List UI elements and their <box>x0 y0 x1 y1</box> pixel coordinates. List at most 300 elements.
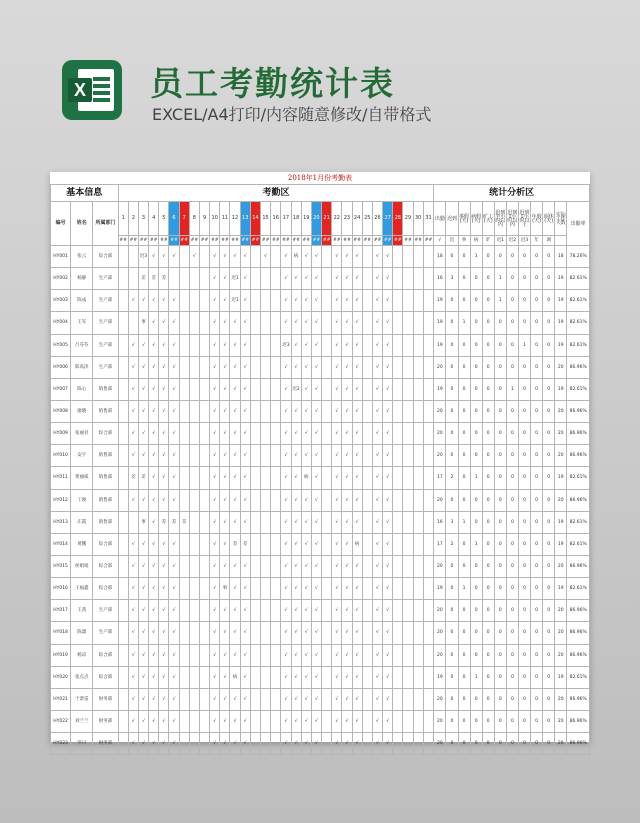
stat-cell-8: 0 <box>531 533 543 555</box>
stat-cell-7: 0 <box>518 555 530 577</box>
day-cell-27: √ <box>383 489 393 511</box>
stat-cell-5: 0 <box>494 733 506 755</box>
day-cell-24: √ <box>352 356 362 378</box>
day-cell-25 <box>362 555 372 577</box>
stat-cell-4: 0 <box>482 334 494 356</box>
day-cell-22: √ <box>332 246 342 268</box>
weekday-mark-8: ## <box>189 236 199 246</box>
day-cell-29 <box>403 312 413 334</box>
day-cell-7 <box>179 533 189 555</box>
stat-cell-3: 0 <box>470 334 482 356</box>
stat-cell-1: 0 <box>446 356 458 378</box>
day-cell-2: √ <box>128 688 138 710</box>
day-cell-4: √ <box>149 246 159 268</box>
weekday-mark-28: ## <box>393 236 403 246</box>
day-cell-5: 差 <box>159 511 169 533</box>
stat-cell-10: 20 <box>555 710 567 732</box>
weekday-mark-27: ## <box>383 236 393 246</box>
stat-cell-3: 1 <box>470 467 482 489</box>
day-cell-6: √ <box>169 246 179 268</box>
weekday-mark-6: ## <box>169 236 179 246</box>
day-cell-31 <box>423 533 434 555</box>
day-cell-8 <box>189 400 199 422</box>
stat-cell-4: 0 <box>482 600 494 622</box>
table-row <box>51 533 590 555</box>
stat-cell-0: 19 <box>434 578 446 600</box>
day-cell-14 <box>250 533 260 555</box>
day-cell-30 <box>413 356 423 378</box>
day-cell-24: √ <box>352 666 362 688</box>
day-cell-22: √ <box>332 555 342 577</box>
stat-cell-11: 82.61% <box>567 290 590 312</box>
day-cell-8 <box>189 600 199 622</box>
day-cell-16 <box>271 312 281 334</box>
stat-cell-7: 0 <box>518 445 530 467</box>
employee-dept: 销售部 <box>93 400 118 422</box>
day-cell-29 <box>403 290 413 312</box>
employee-name: 廖晓 <box>71 400 93 422</box>
employee-id: HY013 <box>51 511 71 533</box>
day-cell-30 <box>413 467 423 489</box>
stat-cell-2: 0 <box>458 555 470 577</box>
stat-cell-1: 0 <box>446 555 458 577</box>
day-cell-9 <box>199 710 209 732</box>
stat-cell-5: 1 <box>494 268 506 290</box>
day-number-11: 11 <box>220 202 230 236</box>
day-cell-27: √ <box>383 533 393 555</box>
day-cell-6: √ <box>169 555 179 577</box>
table-row <box>51 467 590 489</box>
day-cell-3: √ <box>138 423 148 445</box>
stat-header-8: 年假(天) <box>531 202 543 236</box>
day-cell-14 <box>250 733 260 755</box>
day-cell-3: 事 <box>138 312 148 334</box>
day-cell-24: √ <box>352 688 362 710</box>
stat-cell-6: 0 <box>506 600 518 622</box>
employee-name: 陈高泽 <box>71 356 93 378</box>
stat-cell-0: 20 <box>434 423 446 445</box>
stat-header-1: 迟到 <box>446 202 458 236</box>
day-cell-19: √ <box>301 423 311 445</box>
day-cell-10: √ <box>210 489 220 511</box>
day-cell-24: √ <box>352 334 362 356</box>
day-cell-9 <box>199 578 209 600</box>
day-cell-14 <box>250 688 260 710</box>
stat-header-5: 迟到半小时以内 <box>494 202 506 236</box>
employee-dept: 综合部 <box>93 246 118 268</box>
day-cell-28 <box>393 600 403 622</box>
day-cell-29 <box>403 666 413 688</box>
day-cell-14 <box>250 290 260 312</box>
day-cell-18: √ <box>291 710 301 732</box>
employee-id: HY018 <box>51 622 71 644</box>
weekday-mark-10: ## <box>210 236 220 246</box>
day-cell-26: √ <box>372 710 382 732</box>
day-cell-9 <box>199 268 209 290</box>
section-attendance: 考勤区 <box>118 185 434 202</box>
day-cell-7 <box>179 489 189 511</box>
stat-cell-1: 0 <box>446 489 458 511</box>
stat-cell-0: 20 <box>434 622 446 644</box>
stat-symbol-3: 病 <box>470 236 482 246</box>
employee-dept: 销售部 <box>93 511 118 533</box>
stat-cell-3: 0 <box>470 622 482 644</box>
stat-cell-3: 0 <box>470 578 482 600</box>
day-cell-5: √ <box>159 622 169 644</box>
day-cell-1 <box>118 733 128 755</box>
day-cell-12: 迟1 <box>230 268 240 290</box>
day-cell-11: √ <box>220 246 230 268</box>
table-row <box>51 356 590 378</box>
weekday-mark-25: ## <box>362 236 372 246</box>
day-cell-9 <box>199 423 209 445</box>
day-cell-11: √ <box>220 622 230 644</box>
stat-cell-2: 0 <box>458 356 470 378</box>
day-cell-11: √ <box>220 489 230 511</box>
day-cell-28 <box>393 578 403 600</box>
day-cell-3: √ <box>138 710 148 732</box>
day-cell-27: √ <box>383 622 393 644</box>
day-cell-4: √ <box>149 400 159 422</box>
day-cell-19: √ <box>301 445 311 467</box>
day-cell-15 <box>260 666 270 688</box>
stat-cell-11: 82.61% <box>567 578 590 600</box>
stat-cell-0: 20 <box>434 445 446 467</box>
day-cell-28 <box>393 644 403 666</box>
day-cell-10: √ <box>210 533 220 555</box>
day-cell-18: 迟2 <box>291 378 301 400</box>
day-cell-2: √ <box>128 666 138 688</box>
day-cell-15 <box>260 555 270 577</box>
stat-cell-6: 0 <box>506 578 518 600</box>
stat-cell-8: 0 <box>531 268 543 290</box>
employee-dept: 生产部 <box>93 334 118 356</box>
day-cell-28 <box>393 688 403 710</box>
day-cell-10: √ <box>210 710 220 732</box>
day-cell-9 <box>199 555 209 577</box>
day-cell-27: √ <box>383 423 393 445</box>
table-row <box>51 644 590 666</box>
stat-cell-1: 0 <box>446 688 458 710</box>
day-cell-2: √ <box>128 644 138 666</box>
day-cell-24: √ <box>352 290 362 312</box>
table-row <box>51 334 590 356</box>
spreadsheet-preview <box>50 172 590 747</box>
day-cell-15 <box>260 578 270 600</box>
day-cell-8 <box>189 622 199 644</box>
day-cell-31 <box>423 400 434 422</box>
day-cell-26: √ <box>372 489 382 511</box>
day-cell-9 <box>199 666 209 688</box>
day-cell-30 <box>413 400 423 422</box>
day-cell-23: √ <box>342 400 352 422</box>
stat-cell-6: 0 <box>506 533 518 555</box>
stat-cell-9: 0 <box>543 334 555 356</box>
day-cell-22: √ <box>332 688 342 710</box>
stat-cell-11: 86.96% <box>567 688 590 710</box>
day-cell-30 <box>413 688 423 710</box>
stat-cell-4: 0 <box>482 733 494 755</box>
stat-cell-4: 0 <box>482 246 494 268</box>
employee-id: HY009 <box>51 423 71 445</box>
day-cell-13: 差 <box>240 533 250 555</box>
day-cell-13: √ <box>240 733 250 755</box>
employee-dept: 销售部 <box>93 378 118 400</box>
day-cell-14 <box>250 268 260 290</box>
day-cell-2: √ <box>128 445 138 467</box>
section-header-row <box>51 185 590 202</box>
stat-symbol-9: 调 <box>543 236 555 246</box>
stat-cell-6: 0 <box>506 400 518 422</box>
day-cell-31 <box>423 622 434 644</box>
day-cell-30 <box>413 445 423 467</box>
day-cell-28 <box>393 666 403 688</box>
day-cell-11: √ <box>220 378 230 400</box>
day-cell-4: √ <box>149 688 159 710</box>
weekday-mark-11: ## <box>220 236 230 246</box>
day-cell-22: √ <box>332 423 342 445</box>
day-cell-3: √ <box>138 555 148 577</box>
stat-cell-10: 20 <box>555 400 567 422</box>
day-cell-25 <box>362 445 372 467</box>
day-cell-1 <box>118 467 128 489</box>
day-cell-23: √ <box>342 290 352 312</box>
day-cell-13: √ <box>240 688 250 710</box>
day-cell-10: √ <box>210 644 220 666</box>
day-cell-17: √ <box>281 467 291 489</box>
day-cell-24: √ <box>352 622 362 644</box>
day-cell-8 <box>189 710 199 732</box>
day-cell-3: √ <box>138 600 148 622</box>
day-cell-2 <box>128 511 138 533</box>
day-number-6: 6 <box>169 202 179 236</box>
stat-cell-0: 20 <box>434 400 446 422</box>
stat-cell-11: 82.61% <box>567 334 590 356</box>
employee-dept: 财务部 <box>93 733 118 755</box>
day-cell-22: √ <box>332 356 342 378</box>
day-cell-13: √ <box>240 378 250 400</box>
day-cell-6: √ <box>169 578 179 600</box>
stat-cell-11: 82.61% <box>567 378 590 400</box>
day-cell-30 <box>413 555 423 577</box>
stat-cell-8: 0 <box>531 290 543 312</box>
day-cell-4: √ <box>149 733 159 755</box>
day-cell-10: √ <box>210 400 220 422</box>
stat-cell-9: 0 <box>543 533 555 555</box>
day-cell-16 <box>271 666 281 688</box>
day-cell-15 <box>260 533 270 555</box>
stat-cell-8: 0 <box>531 666 543 688</box>
day-cell-9 <box>199 644 209 666</box>
day-cell-28 <box>393 423 403 445</box>
employee-id: HY023 <box>51 733 71 755</box>
day-cell-13: √ <box>240 489 250 511</box>
day-cell-12: √ <box>230 555 240 577</box>
stat-cell-0: 20 <box>434 733 446 755</box>
day-cell-21 <box>322 312 332 334</box>
day-cell-11: 事 <box>220 578 230 600</box>
day-cell-15 <box>260 511 270 533</box>
day-cell-8 <box>189 533 199 555</box>
stat-cell-5: 0 <box>494 423 506 445</box>
day-cell-16 <box>271 334 281 356</box>
stat-cell-3: 1 <box>470 246 482 268</box>
day-cell-12: √ <box>230 644 240 666</box>
day-cell-31 <box>423 445 434 467</box>
day-cell-25 <box>362 578 372 600</box>
day-cell-1 <box>118 268 128 290</box>
day-cell-3: √ <box>138 356 148 378</box>
day-cell-31 <box>423 511 434 533</box>
day-cell-28 <box>393 290 403 312</box>
day-cell-12: √ <box>230 400 240 422</box>
day-cell-3: √ <box>138 644 148 666</box>
day-cell-9 <box>199 533 209 555</box>
day-cell-7 <box>179 445 189 467</box>
weekday-mark-31: ## <box>423 236 434 246</box>
day-cell-4: √ <box>149 445 159 467</box>
day-cell-12: √ <box>230 423 240 445</box>
day-cell-23: √ <box>342 378 352 400</box>
day-cell-18: √ <box>291 622 301 644</box>
stat-cell-10: 19 <box>555 467 567 489</box>
day-cell-3: √ <box>138 334 148 356</box>
day-cell-10: √ <box>210 467 220 489</box>
day-cell-4: √ <box>149 555 159 577</box>
day-cell-8 <box>189 644 199 666</box>
day-number-23: 23 <box>342 202 352 236</box>
day-cell-31 <box>423 489 434 511</box>
day-number-13: 13 <box>240 202 250 236</box>
day-cell-4: √ <box>149 533 159 555</box>
stat-cell-10: 20 <box>555 688 567 710</box>
col-header-id: 编号 <box>51 202 71 246</box>
table-row <box>51 489 590 511</box>
day-cell-29 <box>403 400 413 422</box>
day-cell-30 <box>413 312 423 334</box>
day-cell-8 <box>189 268 199 290</box>
day-cell-16 <box>271 600 281 622</box>
day-cell-8 <box>189 467 199 489</box>
day-cell-14 <box>250 644 260 666</box>
day-cell-29 <box>403 622 413 644</box>
table-row <box>51 710 590 732</box>
day-cell-10: √ <box>210 268 220 290</box>
day-cell-25 <box>362 622 372 644</box>
employee-id: HY012 <box>51 489 71 511</box>
day-cell-27: √ <box>383 334 393 356</box>
stat-cell-4: 0 <box>482 445 494 467</box>
day-cell-16 <box>271 356 281 378</box>
day-cell-5: √ <box>159 290 169 312</box>
day-cell-31 <box>423 356 434 378</box>
stat-cell-2: 1 <box>458 312 470 334</box>
day-cell-16 <box>271 290 281 312</box>
stat-cell-5: 0 <box>494 578 506 600</box>
stat-cell-11: 86.96% <box>567 644 590 666</box>
day-cell-6: √ <box>169 334 179 356</box>
stat-cell-8: 0 <box>531 511 543 533</box>
col-header-name: 姓名 <box>71 202 93 246</box>
stat-cell-11: 86.96% <box>567 445 590 467</box>
day-cell-17: √ <box>281 688 291 710</box>
day-cell-22: √ <box>332 467 342 489</box>
day-cell-2: √ <box>128 334 138 356</box>
day-cell-22: √ <box>332 644 342 666</box>
day-cell-5: √ <box>159 246 169 268</box>
day-cell-19: √ <box>301 511 311 533</box>
stat-symbol-7: 迟3 <box>518 236 530 246</box>
weekday-row <box>51 236 590 246</box>
day-cell-10: √ <box>210 511 220 533</box>
day-cell-8 <box>189 511 199 533</box>
day-cell-24: √ <box>352 268 362 290</box>
day-cell-5: √ <box>159 445 169 467</box>
day-cell-5: √ <box>159 533 169 555</box>
day-cell-24: √ <box>352 733 362 755</box>
day-cell-29 <box>403 555 413 577</box>
employee-id: HY011 <box>51 467 71 489</box>
stat-cell-1: 0 <box>446 445 458 467</box>
day-cell-21 <box>322 511 332 533</box>
day-cell-17: √ <box>281 622 291 644</box>
day-cell-18: √ <box>291 445 301 467</box>
day-cell-25 <box>362 600 372 622</box>
day-cell-16 <box>271 489 281 511</box>
day-cell-29 <box>403 578 413 600</box>
day-cell-3: √ <box>138 622 148 644</box>
day-cell-14 <box>250 555 260 577</box>
weekday-mark-26: ## <box>372 236 382 246</box>
day-cell-22: √ <box>332 268 342 290</box>
day-cell-3: 迟3 <box>138 246 148 268</box>
day-cell-12: √ <box>230 467 240 489</box>
day-cell-27: √ <box>383 511 393 533</box>
day-cell-9 <box>199 622 209 644</box>
stat-cell-1: 0 <box>446 622 458 644</box>
day-cell-4: √ <box>149 489 159 511</box>
day-cell-15: √ <box>260 246 270 268</box>
day-cell-19: √ <box>301 666 311 688</box>
day-cell-10: √ <box>210 290 220 312</box>
day-cell-18: √ <box>291 578 301 600</box>
day-cell-14 <box>250 710 260 732</box>
day-cell-31 <box>423 688 434 710</box>
day-cell-5: √ <box>159 555 169 577</box>
day-cell-4: √ <box>149 622 159 644</box>
stat-cell-0: 18 <box>434 246 446 268</box>
day-header-row <box>51 202 590 236</box>
day-cell-25 <box>362 733 372 755</box>
day-cell-29 <box>403 423 413 445</box>
day-cell-19: √ <box>301 246 311 268</box>
day-cell-22: √ <box>332 445 342 467</box>
day-cell-22: √ <box>332 733 342 755</box>
day-cell-29 <box>403 268 413 290</box>
stat-header-6: 迟到1小时以内 <box>506 202 518 236</box>
stat-cell-0: 16 <box>434 511 446 533</box>
stat-cell-11: 82.61% <box>567 533 590 555</box>
day-cell-16 <box>271 511 281 533</box>
stat-cell-4: 0 <box>482 268 494 290</box>
stat-cell-5: 0 <box>494 555 506 577</box>
day-number-16: 16 <box>271 202 281 236</box>
day-cell-16 <box>271 268 281 290</box>
stat-cell-8: 0 <box>531 334 543 356</box>
day-cell-1 <box>118 710 128 732</box>
day-cell-5: √ <box>159 312 169 334</box>
day-cell-22: √ <box>332 622 342 644</box>
